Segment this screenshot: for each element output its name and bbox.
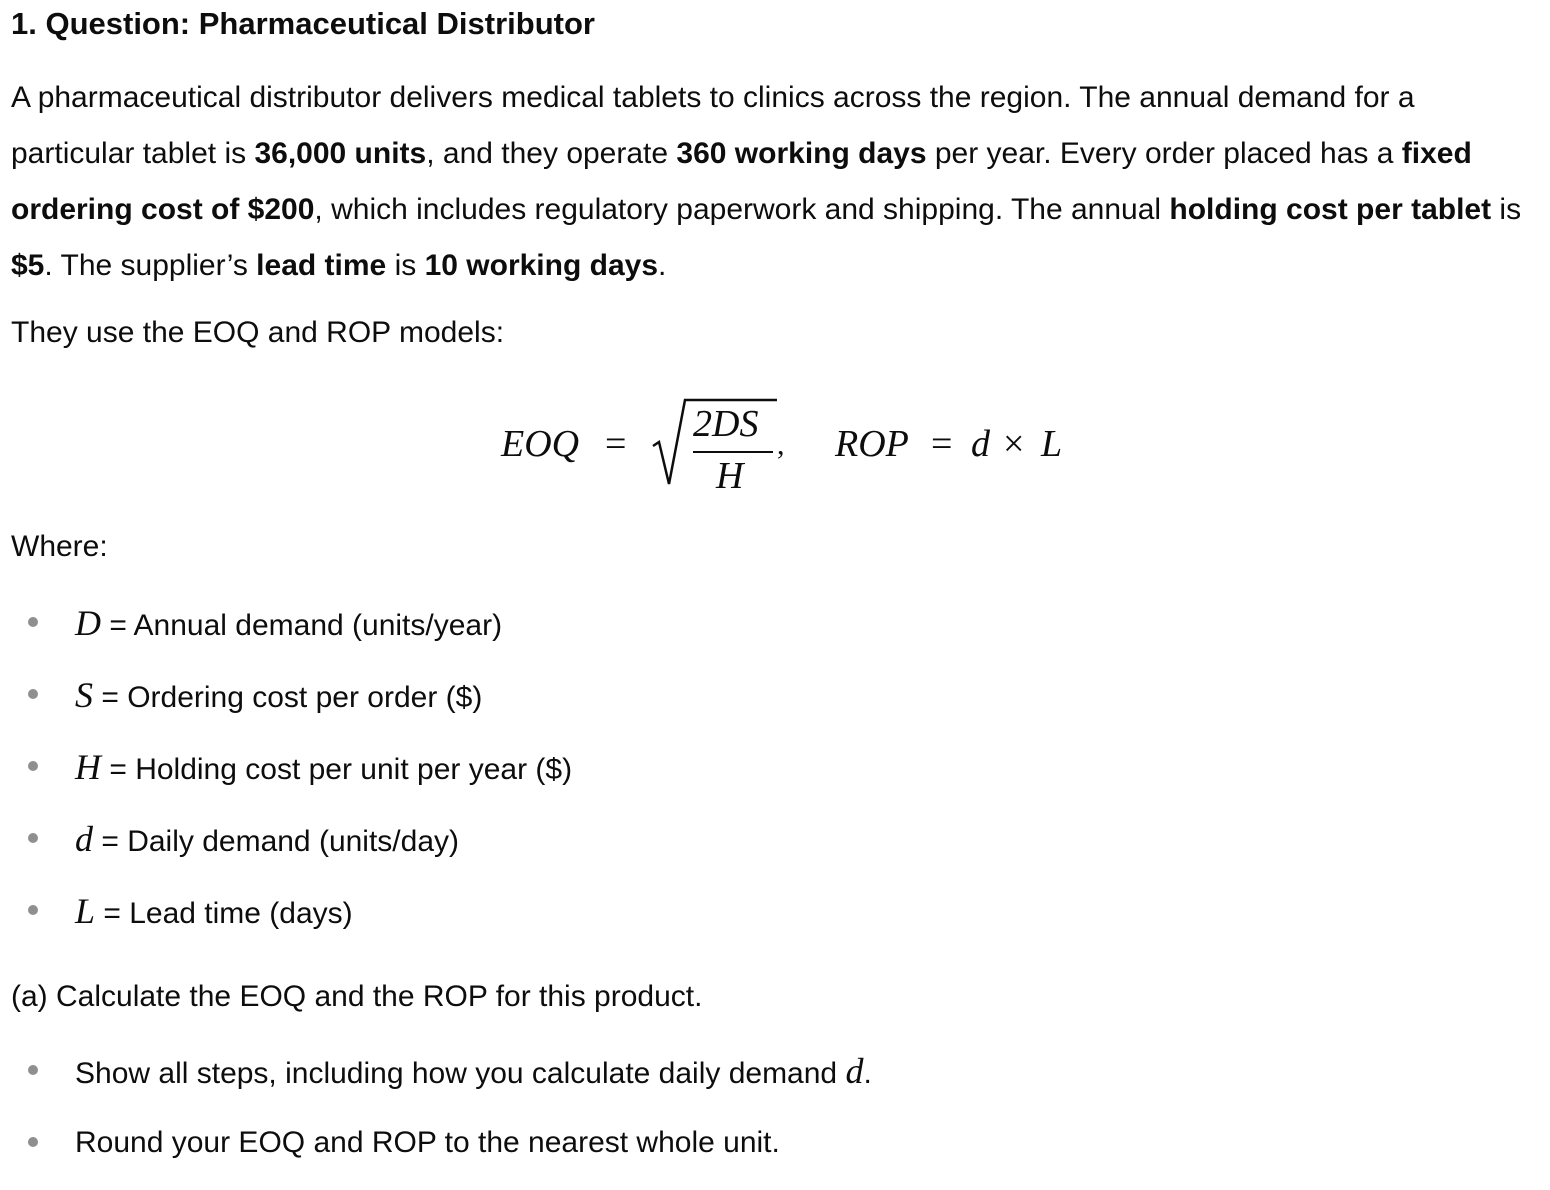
variable-symbol: d	[75, 819, 93, 859]
bullet-dot	[28, 905, 38, 915]
instruction-end: .	[863, 1057, 872, 1090]
bullet-dot	[28, 617, 38, 627]
variable-symbol: H	[75, 747, 101, 787]
holding-cost-label: holding cost per tablet	[1169, 193, 1492, 226]
variable-definition: = Daily demand (units/day)	[93, 825, 460, 858]
holding-cost-value: $5	[11, 249, 45, 282]
variable-definition: = Holding cost per unit per year ($)	[101, 753, 573, 786]
paragraph-text: is	[1491, 193, 1522, 226]
variable-symbol: S	[75, 675, 93, 715]
variable-definition: = Ordering cost per order ($)	[93, 681, 483, 714]
rop-symbol: ROP	[835, 423, 909, 465]
instruction-text: Round your EOQ and ROP to the nearest whole unit.	[75, 1126, 780, 1159]
paragraph-text: . The supplier’s	[44, 249, 257, 282]
ordering-cost-value: fixed ordering cost of $200	[11, 137, 1472, 226]
variable-definition: = Annual demand (units/year)	[101, 609, 503, 642]
paragraph-text: , and they operate	[426, 137, 677, 170]
equals-sign: =	[605, 423, 627, 465]
bullet-dot	[28, 1065, 38, 1075]
lead-time-symbol: L	[1041, 423, 1063, 465]
formula-comma: ,	[777, 428, 785, 461]
variable-symbol: L	[75, 891, 96, 931]
bullet-dot	[28, 1137, 38, 1147]
daily-demand-symbol: d	[971, 423, 990, 465]
variable-symbol: D	[75, 603, 101, 643]
paragraph-text: per year. Every order placed has a	[926, 137, 1402, 170]
numerator-2ds: 2DS	[693, 403, 759, 445]
models-intro: They use the EOQ and ROP models:	[11, 316, 505, 349]
paragraph-text: is	[386, 249, 425, 282]
lead-time-value: 10 working days	[424, 249, 659, 282]
times-sign: ×	[1003, 423, 1025, 465]
part-a-prompt: (a) Calculate the EOQ and the ROP for this product.	[11, 980, 703, 1013]
variable-definition: = Lead time (days)	[95, 897, 353, 930]
denominator-h: H	[716, 455, 744, 497]
variable-symbol: d	[845, 1051, 864, 1091]
bullet-dot	[28, 689, 38, 699]
where-label: Where:	[11, 530, 108, 563]
working-days-value: 360 working days	[676, 137, 927, 170]
instruction-text: Show all steps, including how you calculate daily demand	[75, 1057, 846, 1090]
equals-sign: =	[931, 423, 953, 465]
bullet-dot	[28, 833, 38, 843]
paragraph-text: A pharmaceutical distributor delivers medical tablets to clinics across the region. The annual demand for a particular tablet is	[11, 81, 1415, 170]
eoq-symbol: EOQ	[501, 423, 580, 465]
annual-demand-value: 36,000 units	[254, 137, 427, 170]
problem-paragraph	[11, 70, 1546, 294]
paragraph-text: , which includes regulatory paperwork and shipping. The annual	[314, 193, 1170, 226]
lead-time-label: lead time	[256, 249, 387, 282]
bullet-dot	[28, 761, 38, 771]
paragraph-text: .	[658, 249, 667, 282]
question-title: 1. Question: Pharmaceutical Distributor	[11, 6, 595, 41]
